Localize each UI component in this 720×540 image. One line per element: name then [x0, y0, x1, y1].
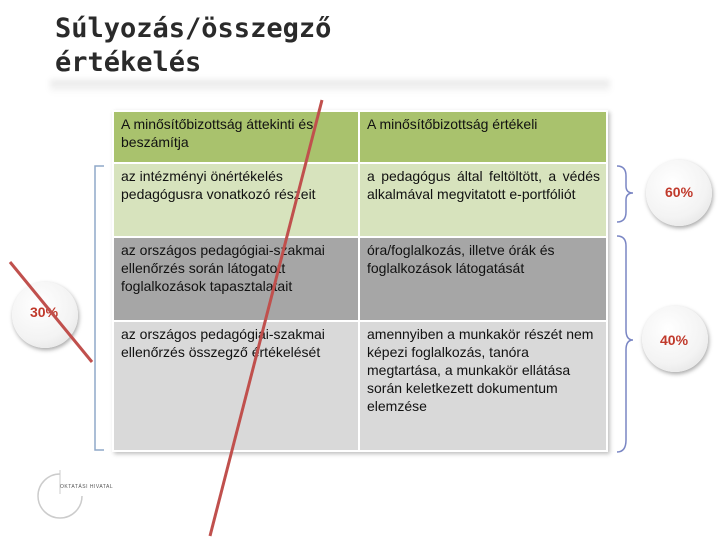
- left-weight-label: 30%: [30, 304, 59, 320]
- row1-right-cell: a pedagógus által feltöltött, a védés alkalmával megvitatott e-portfóliót: [359, 163, 607, 237]
- header-right-cell: A minősítőbizottság értékeli: [359, 111, 607, 163]
- header-left-cell: A minősítőbizottság áttekinti és beszámítja: [113, 111, 359, 163]
- right-weight-label-top: 60%: [665, 184, 694, 200]
- row1-left-cell: az intézményi önértékelés pedagógusra vonatkozó részeit: [113, 163, 359, 237]
- row2-right-cell: óra/foglalkozás, illetve órák és foglalkozások látogatását: [359, 237, 607, 321]
- title-line-1: Súlyozás/összegző: [55, 13, 332, 44]
- row2-left-cell: az országos pedagógiai-szakmai ellenőrzés során látogatott foglalkozások tapasztalatait: [113, 237, 359, 321]
- title-line-2: értékelés: [55, 47, 202, 78]
- row3-right-cell: amennyiben a munkakör részét nem képezi foglalkozás, tanóra megtartása, a munkakör ellátása során keletkezett dokumentum elemzése: [359, 321, 607, 451]
- right-weight-label-bottom: 40%: [660, 332, 689, 348]
- logo-text: OKTATÁSI HIVATAL: [60, 484, 114, 490]
- row3-left-cell: az országos pedagógiai-szakmai ellenőrzés összegző értékelését: [113, 321, 359, 451]
